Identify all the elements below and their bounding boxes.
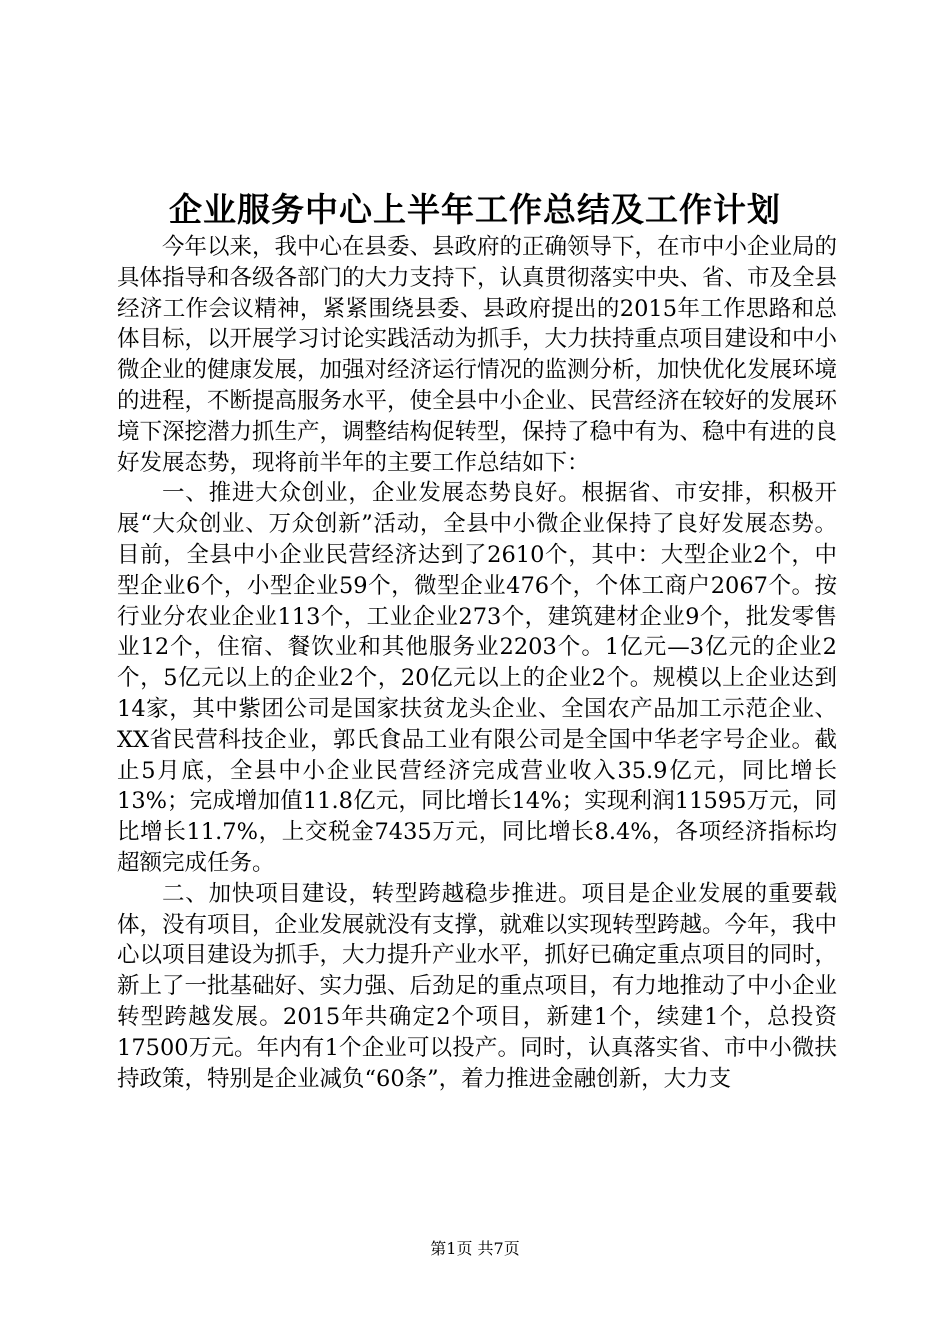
page-indicator: 第1页 共7页: [430, 1239, 520, 1258]
paragraph-section-1: 一、推进大众创业，企业发展态势良好。根据省、市安排，积极开展“大众创业、万众创新”活动，全县中小微企业保持了良好发展态势。目前，全县中小企业民营经济达到了2610个，其中：大型企业2个，中型企业6个，小型企业59个，微型企业476个，个体工商户2067个。按行业分农业企业113个，工业企业273个，建筑建材企业9个，批发零售业12个，住宿、餐饮业和其他服务业2203个。1亿元—3亿元的企业2个，5亿元以上的企业2个，20亿元以上的企业2个。规模以上企业达到14家，其中紫团公司是国家扶贫龙头企业、全国农产品加工示范企业、XX省民营科技企业，郭氏食品工业有限公司是全国中华老字号企业。截止5月底，全县中小企业民营经济完成营业收入35.9亿元，同比增长13%；完成增加值11.8亿元，同比增长14%；实现利润11595万元，同比增长11.7%，上交税金7435万元，同比增长8.4%，各项经济指标均超额完成任务。: [117, 480, 837, 876]
document-body: [117, 232, 837, 1094]
page-footer: [0, 1238, 950, 1260]
document-title: 企业服务中心上半年工作总结及工作计划: [169, 190, 781, 229]
paragraph-section-2: 二、加快项目建设，转型跨越稳步推进。项目是企业发展的重要载体，没有项目，企业发展就没有支撑，就难以实现转型跨越。今年，我中心以项目建设为抓手，大力提升产业水平，抓好已确定重点项目的同时，新上了一批基础好、实力强、后劲足的重点项目，有力地推动了中小企业转型跨越发展。2015年共确定2个项目，新建1个，续建1个，总投资17500万元。年内有1个企业可以投产。同时，认真落实省、市中小微扶持政策，特别是企业减负“60条”，着力推进金融创新，大力支: [117, 880, 838, 1092]
paragraph-intro: 今年以来，我中心在县委、县政府的正确领导下，在市中小企业局的具体指导和各级各部门的大力支持下，认真贯彻落实中央、省、市及全县经济工作会议精神，紧紧围绕县委、县政府提出的2015年工作思路和总体目标，以开展学习讨论实践活动为抓手，大力扶持重点项目建设和中小微企业的健康发展，加强对经济运行情况的监测分析，加快优化发展环境的进程，不断提高服务水平，使全县中小企业、民营经济在较好的发展环境下深挖潜力抓生产，调整结构促转型，保持了稳中有为、稳中有进的良好发展态势，现将前半年的主要工作总结如下：: [117, 234, 838, 476]
